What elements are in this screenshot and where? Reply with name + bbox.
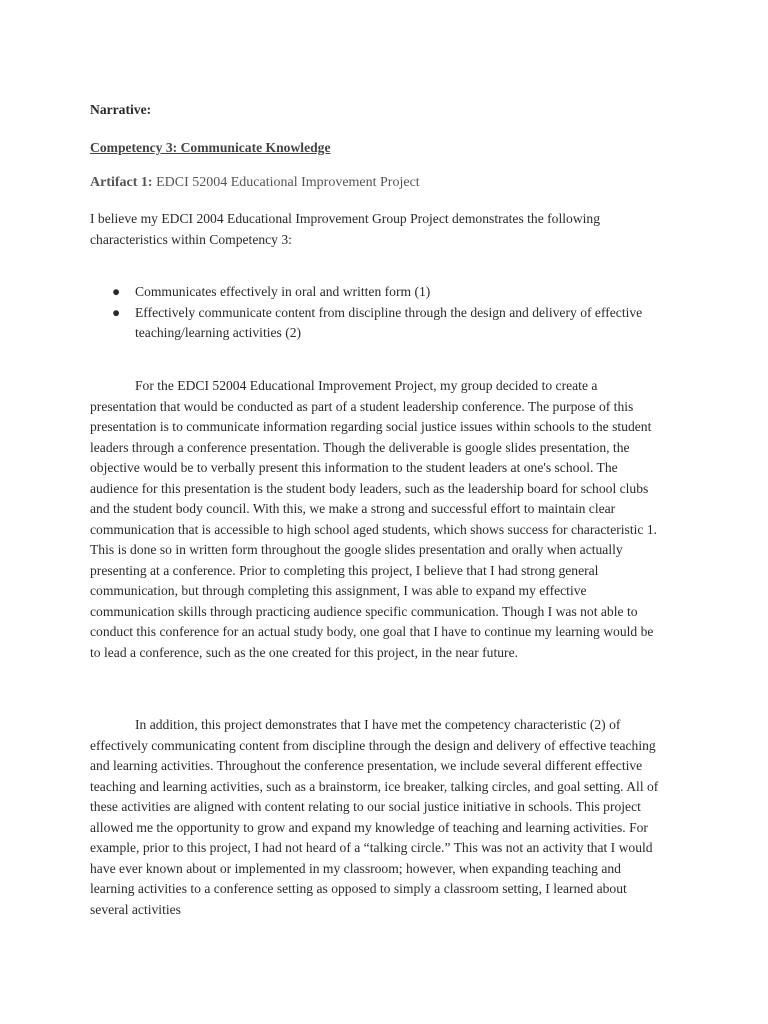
characteristics-list <box>90 282 665 344</box>
list-item <box>90 303 665 344</box>
competency-title: Competency 3: Communicate Knowledge <box>90 140 331 155</box>
body-paragraph-1: For the EDCI 52004 Educational Improvement Project, my group decided to create a presentation that would be conducted as part of a student leadership conference. The purpose of this presentation is to communicate information regarding social justice issues within schools to the student leaders through a conference presentation. Though the deliverable is google slides presentation, the objective would be to verbally present this information to the student leaders at one's school. The audience for this presentation is the student body leaders, such as the leadership board for school clubs and the student body council. With this, we make a strong and successful effort to maintain clear communication that is accessible to high school aged students, which shows success for characteristic 1. This is done so in written form throughout the google slides presentation and orally when actually presenting at a conference. Prior to completing this project, I believe that I had strong general communication, but through completing this assignment, I was able to expand my effective communication skills through practicing audience specific communication. Though I was not able to conduct this conference for an actual study body, one goal that I have to continue my learning would be to lead a conference, such as the one created for this project, in the near future. <box>90 378 658 660</box>
body-paragraph-2: In addition, this project demonstrates that I have met the competency characteristic (2) of effectively communicating content from discipline through the design and delivery of effective teaching and learning activities. Throughout the conference presentation, we include several different effective teaching and learning activities, such as a brainstorm, ice breaker, talking circles, and goal setting. All of these activities are aligned with content relating to our social justice initiative in schools. This project allowed me the opportunity to grow and expand my knowledge of teaching and learning activities. For example, prior to this project, I had not heard of a “talking circle.” This was not an activity that I would have ever known about or implemented in my classroom; however, when expanding teaching and learning activities to a conference setting as opposed to simply a classroom setting, I learned about several activities <box>90 717 659 917</box>
bullet-icon: ● <box>112 284 121 299</box>
bullet-icon: ● <box>112 304 121 320</box>
narrative-heading: Narrative: <box>90 102 152 117</box>
intro-paragraph: I believe my EDCI 2004 Educational Improvement Group Project demonstrates the following characteristics within Competency 3: <box>90 211 601 247</box>
artifact-label: Artifact 1: <box>90 175 153 190</box>
list-item <box>90 282 665 303</box>
artifact-line <box>90 173 420 193</box>
list-item-text: Communicates effectively in oral and written form (1) <box>135 284 431 299</box>
document-page <box>90 100 670 917</box>
artifact-title: EDCI 52004 Educational Improvement Project <box>156 175 420 190</box>
list-item-text: Effectively communicate content from discipline through the design and delivery of effective teaching/learning activities (2) <box>135 304 643 340</box>
